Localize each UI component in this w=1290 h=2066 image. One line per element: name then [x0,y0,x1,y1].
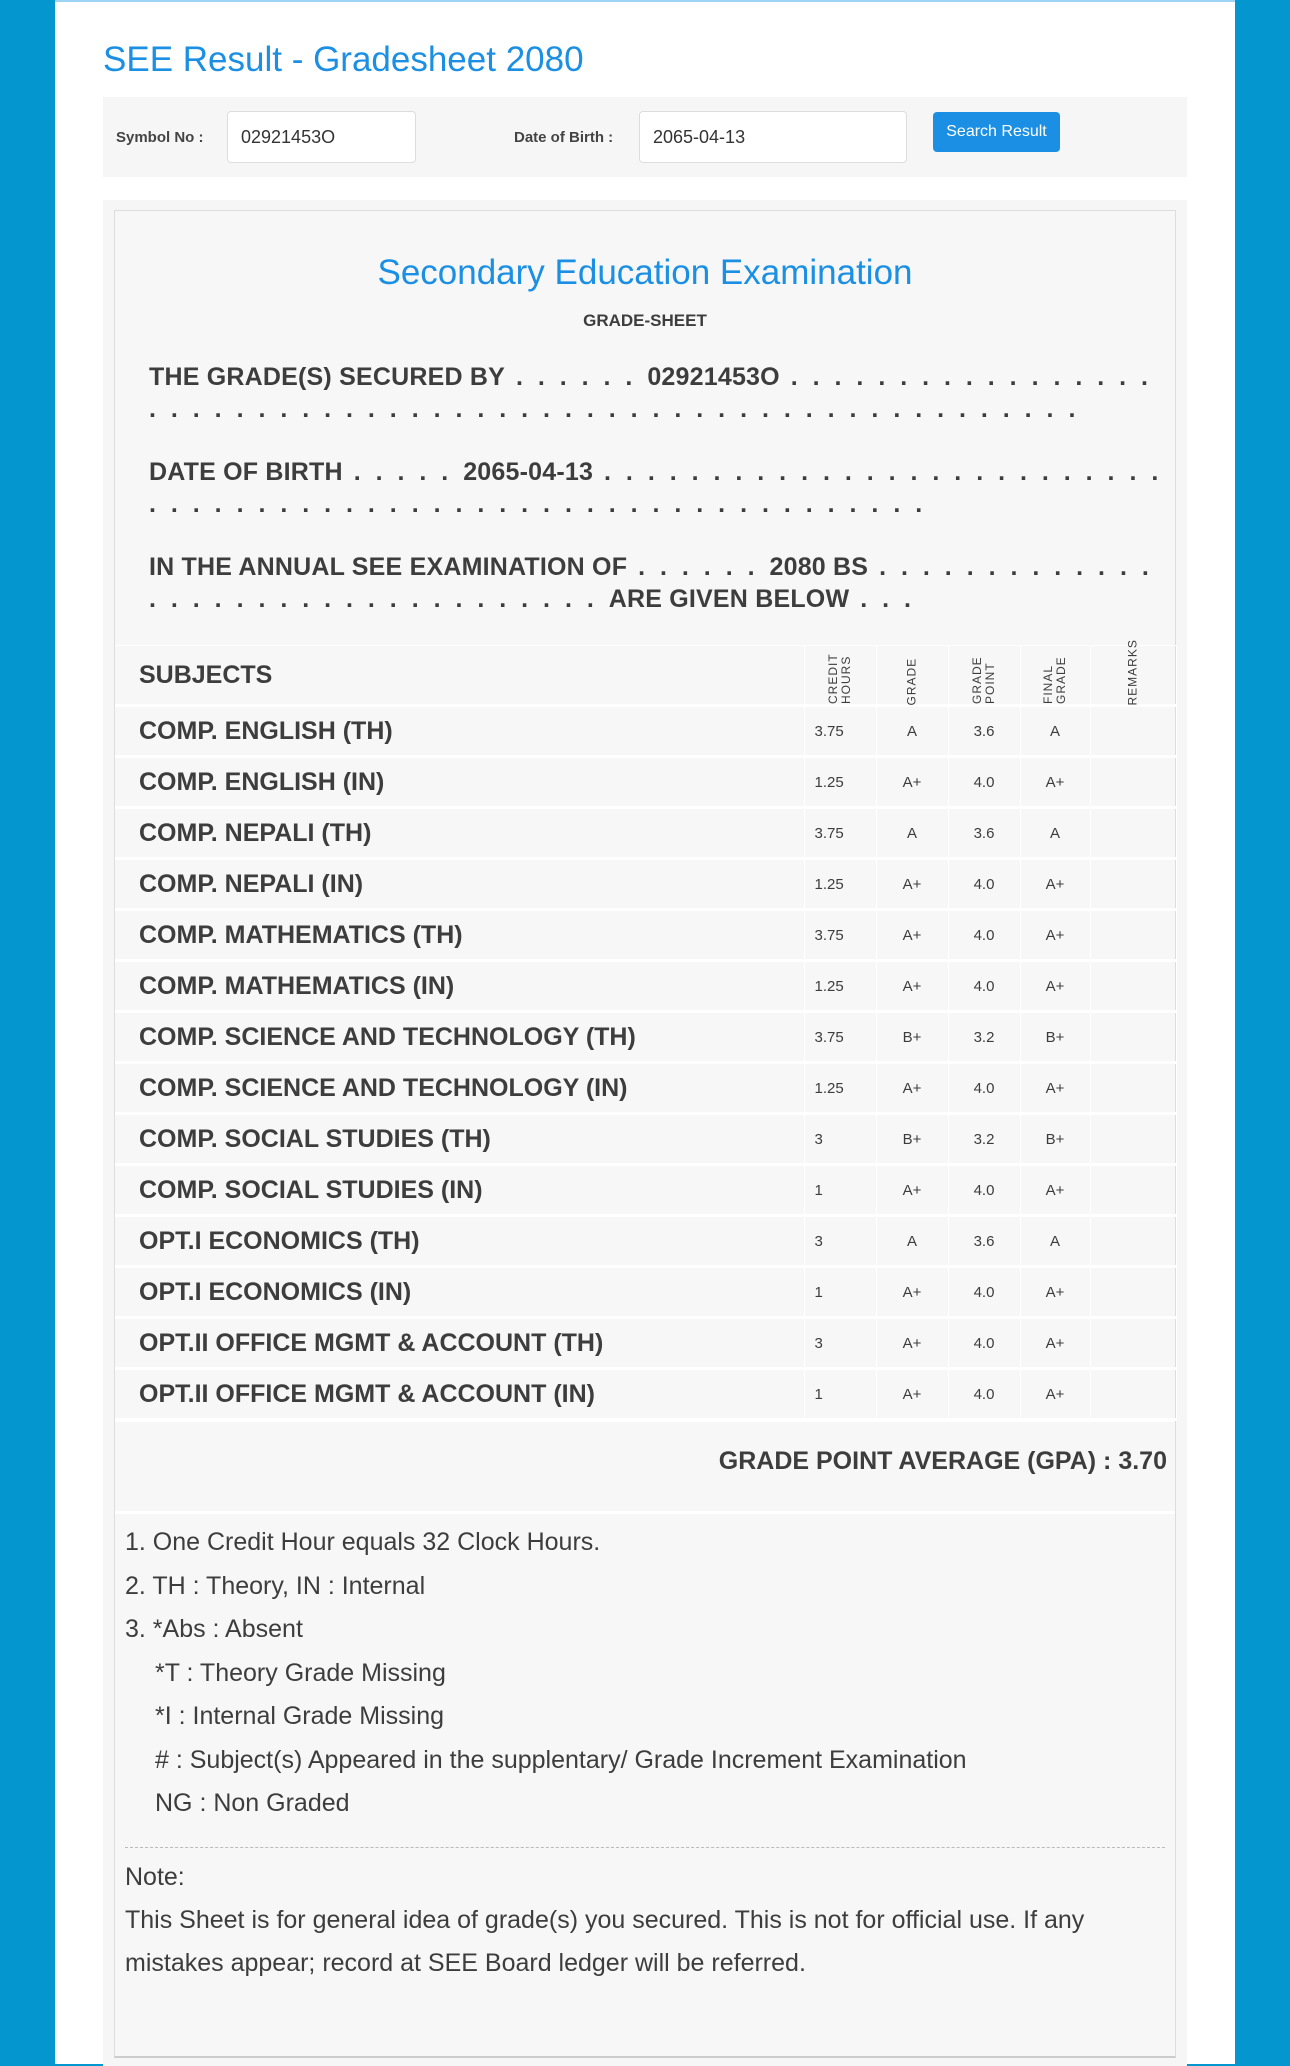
cell-credit-hours: 3.75 [804,910,876,961]
cell-subject: COMP. SOCIAL STUDIES (IN) [115,1165,804,1216]
grades-table [115,639,1177,1421]
cell-grade: A+ [876,910,948,961]
cell-credit-hours: 1.25 [804,1063,876,1114]
cell-subject: COMP. ENGLISH (TH) [115,706,804,757]
cell-grade: A [876,808,948,859]
table-row [115,1216,1177,1267]
table-row [115,961,1177,1012]
cell-grade-point: 3.6 [948,808,1020,859]
cell-final-grade: B+ [1020,1114,1090,1165]
cell-grade-point: 4.0 [948,1267,1020,1318]
cell-remarks [1090,1012,1177,1063]
cell-final-grade: A+ [1020,910,1090,961]
cell-subject: COMP. SCIENCE AND TECHNOLOGY (TH) [115,1012,804,1063]
cell-subject: COMP. MATHEMATICS (TH) [115,910,804,961]
col-grade-point: GRADE POINT [970,656,997,704]
dob-line-value: 2065-04-13 [463,458,594,486]
exam-label: IN THE ANNUAL SEE EXAMINATION OF [149,553,628,581]
cell-remarks [1090,1216,1177,1267]
symbol-label: Symbol No : [116,129,204,146]
cell-final-grade: A+ [1020,1318,1090,1369]
table-row [115,1165,1177,1216]
cell-remarks [1090,808,1177,859]
cell-final-grade: A [1020,706,1090,757]
dob-line: DATE OF BIRTH . . . . . 2065-04-13 . . . . . . . . . . . . . . . . . . . . . . . . . . . . . . . . . . . . . . . . . . . . . . . . . . . . . . . . . . . . . . [149,458,1163,518]
cell-grade-point: 4.0 [948,1165,1020,1216]
legend-item: NG : Non Graded [155,1789,350,1817]
col-remarks: REMARKS [1125,639,1140,706]
table-row [115,910,1177,961]
table-row [115,859,1177,910]
cell-final-grade: A+ [1020,1267,1090,1318]
cell-grade-point: 4.0 [948,961,1020,1012]
symbol-input[interactable] [227,111,416,163]
cell-subject: COMP. NEPALI (IN) [115,859,804,910]
cell-subject: COMP. SOCIAL STUDIES (TH) [115,1114,804,1165]
cell-remarks [1090,757,1177,808]
cell-grade: A+ [876,859,948,910]
table-row [115,1267,1177,1318]
cell-credit-hours: 1.25 [804,757,876,808]
cell-grade: A [876,706,948,757]
cell-credit-hours: 3 [804,1114,876,1165]
legend-item: *I : Internal Grade Missing [155,1702,445,1730]
cell-final-grade: A+ [1020,1063,1090,1114]
search-result-button[interactable]: Search Result [933,112,1060,152]
cell-final-grade: A+ [1020,757,1090,808]
cell-subject: COMP. NEPALI (TH) [115,808,804,859]
cell-credit-hours: 1 [804,1165,876,1216]
cell-grade-point: 3.6 [948,1216,1020,1267]
cell-final-grade: A+ [1020,1369,1090,1420]
cell-grade: A+ [876,961,948,1012]
cell-subject: OPT.II OFFICE MGMT & ACCOUNT (TH) [115,1318,804,1369]
legend-item: # : Subject(s) Appeared in the supplentary/ Grade Increment Examination [155,1745,967,1774]
col-final-grade: FINAL GRADE [1041,656,1068,704]
table-row [115,1318,1177,1369]
cell-remarks [1090,1267,1177,1318]
table-row [115,808,1177,859]
cell-remarks [1090,1165,1177,1216]
cell-remarks [1090,910,1177,961]
cell-remarks [1090,961,1177,1012]
cell-subject: OPT.II OFFICE MGMT & ACCOUNT (IN) [115,1369,804,1420]
cell-credit-hours: 3 [804,1318,876,1369]
dob-input[interactable] [639,111,907,163]
gpa-value: GRADE POINT AVERAGE (GPA) : 3.70 [718,1447,1167,1475]
exam-line: IN THE ANNUAL SEE EXAMINATION OF . . . . . . 2080 BS . . . . . . . . . . . . . . . . . . . . . . . . . . . . . . . . . . ARE GIVEN BELOW . . . [149,553,1153,613]
cell-credit-hours: 3.75 [804,808,876,859]
cell-final-grade: A [1020,808,1090,859]
dob-label: Date of Birth : [514,129,614,146]
cell-grade: A+ [876,1267,948,1318]
dob-line-label: DATE OF BIRTH [149,458,343,486]
cell-subject: COMP. MATHEMATICS (IN) [115,961,804,1012]
col-subjects: SUBJECTS [115,646,804,706]
sheet-subheading: GRADE-SHEET [583,311,707,330]
page [55,0,1235,2064]
cell-grade: A+ [876,1063,948,1114]
cell-grade-point: 4.0 [948,859,1020,910]
cell-final-grade: A+ [1020,859,1090,910]
cell-remarks [1090,706,1177,757]
cell-subject: OPT.I ECONOMICS (TH) [115,1216,804,1267]
cell-grade: A [876,1216,948,1267]
secured-by-label: THE GRADE(S) SECURED BY [149,363,506,391]
note [125,1856,1155,1985]
cell-final-grade: A+ [1020,961,1090,1012]
table-row [115,1063,1177,1114]
cell-grade: A+ [876,1165,948,1216]
legend-item: 2. TH : Theory, IN : Internal [125,1571,426,1600]
cell-grade-point: 4.0 [948,1318,1020,1369]
cell-credit-hours: 1.25 [804,859,876,910]
cell-final-grade: A [1020,1216,1090,1267]
gradesheet [114,210,1176,2058]
legend-item: *T : Theory Grade Missing [155,1658,446,1687]
cell-final-grade: B+ [1020,1012,1090,1063]
cell-grade-point: 4.0 [948,1369,1020,1420]
col-credit-hours: CREDIT HOURS [826,653,853,704]
exam-suffix: ARE GIVEN BELOW [608,585,850,613]
secured-by-value: 02921453O [647,363,780,391]
table-row [115,706,1177,757]
cell-credit-hours: 3.75 [804,706,876,757]
legend-item: 3. *Abs : Absent [125,1615,303,1643]
sheet-heading: Secondary Education Examination [377,253,913,292]
table-row [115,757,1177,808]
secured-by-line: THE GRADE(S) SECURED BY . . . . . . 02921453O . . . . . . . . . . . . . . . . . . . . . . . . . . . . . . . . . . . . . . . . . . . . . . . . . . . . . . . . . . . . [149,363,1152,423]
cell-remarks [1090,1114,1177,1165]
cell-subject: COMP. SCIENCE AND TECHNOLOGY (IN) [115,1063,804,1114]
search-panel [103,97,1187,177]
cell-grade: A+ [876,1369,948,1420]
gradesheet-panel [103,200,1187,2066]
cell-grade: B+ [876,1114,948,1165]
cell-subject: COMP. ENGLISH (IN) [115,757,804,808]
divider [125,1847,1165,1848]
cell-credit-hours: 3.75 [804,1012,876,1063]
cell-grade: B+ [876,1012,948,1063]
exam-value: 2080 BS [769,553,869,581]
legend-item: 1. One Credit Hour equals 32 Clock Hours. [125,1528,601,1556]
cell-remarks [1090,1369,1177,1420]
note-title: Note: [125,1863,185,1891]
page-title: SEE Result - Gradesheet 2080 [103,40,584,79]
cell-credit-hours: 1 [804,1267,876,1318]
cell-grade: A+ [876,1318,948,1369]
cell-remarks [1090,859,1177,910]
table-row [115,1369,1177,1420]
cell-grade-point: 3.2 [948,1114,1020,1165]
cell-credit-hours: 1 [804,1369,876,1420]
table-row [115,1012,1177,1063]
table-row [115,1114,1177,1165]
cell-credit-hours: 3 [804,1216,876,1267]
cell-grade-point: 4.0 [948,757,1020,808]
cell-remarks [1090,1063,1177,1114]
cell-credit-hours: 1.25 [804,961,876,1012]
cell-final-grade: A+ [1020,1165,1090,1216]
cell-grade-point: 4.0 [948,910,1020,961]
cell-grade-point: 3.6 [948,706,1020,757]
cell-remarks [1090,1318,1177,1369]
cell-grade-point: 4.0 [948,1063,1020,1114]
cell-grade: A+ [876,757,948,808]
note-text: This Sheet is for general idea of grade(s) you secured. This is not for official use. If any mistakes appear; record at SEE Board ledger will be referred. [125,1906,1085,1977]
col-grade: GRADE [904,657,919,706]
cell-grade-point: 3.2 [948,1012,1020,1063]
cell-subject: OPT.I ECONOMICS (IN) [115,1267,804,1318]
legend [125,1521,967,1826]
